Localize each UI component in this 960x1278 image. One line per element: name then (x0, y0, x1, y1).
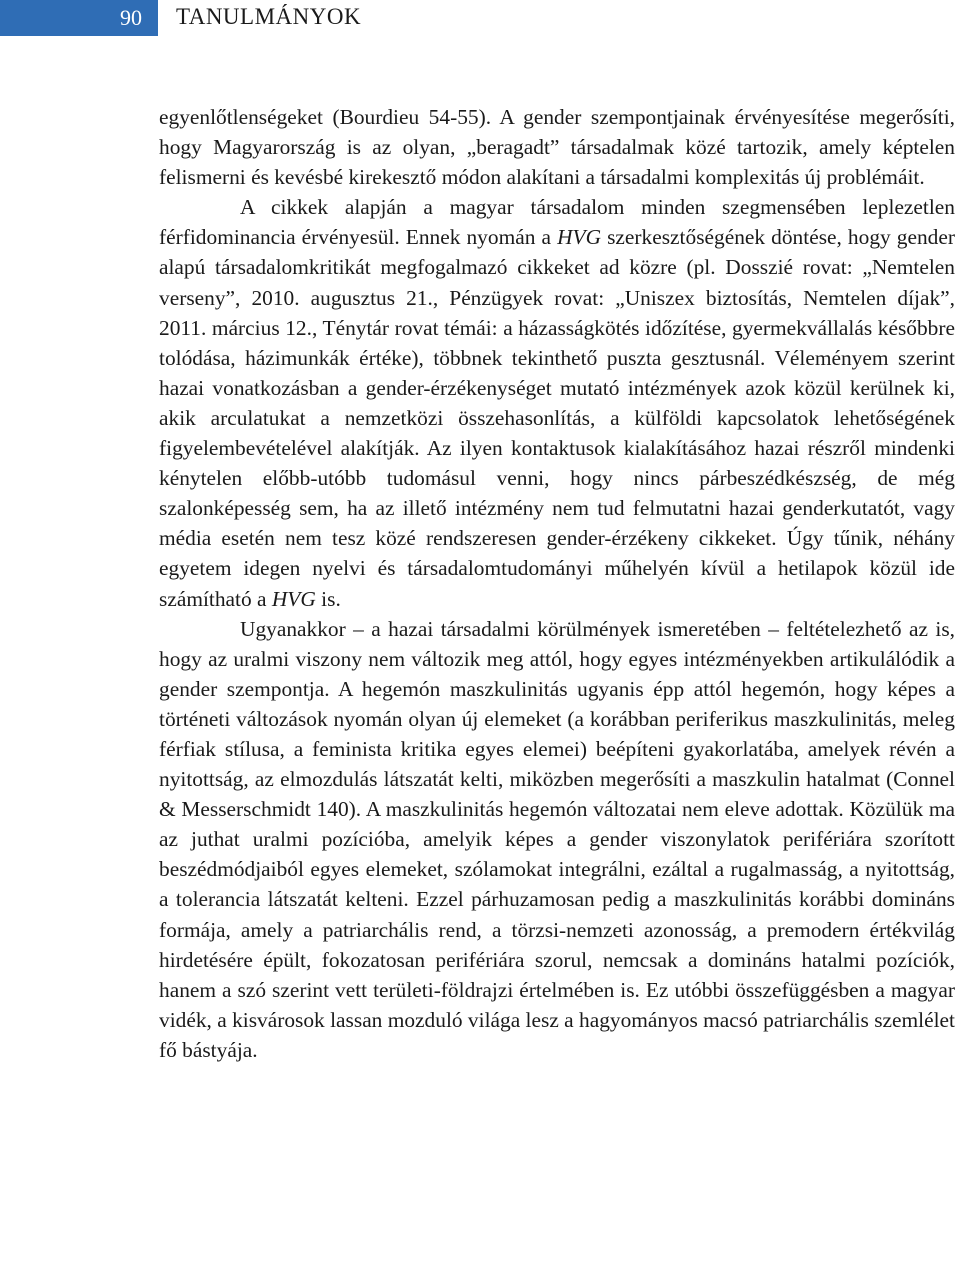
section-title: TANULMÁNYOK (176, 4, 362, 29)
paragraph-1: egyenlőtlenségeket (Bourdieu 54-55). A gender szempontjainak érvényesítése megerősíti, hogy Magyarország is az olyan, „beragadt” társadalmak közé tartozik, amely képtelen felismerni és kevésbé kirekesztő módon alakítani a társadalmi komplexitás új problémáit. (159, 105, 955, 190)
page-number: 90 (0, 0, 158, 36)
article-body (159, 102, 955, 1065)
paragraph-2 (159, 192, 955, 613)
hvg-title: HVG (557, 225, 602, 250)
paragraph-2-part-a: A cikkek alapján a magyar társadalom minden szegmensében leplezetlen férfidominancia érvényesül. Ennek nyomán a (159, 195, 955, 250)
page-header (0, 0, 960, 40)
hvg-title: HVG (271, 586, 316, 611)
paragraph-3: Ugyanakkor – a hazai társadalmi körülmények ismeretében – feltételezhető az is, hogy az uralmi viszony nem változik meg attól, hogy egyes intézményekben artikulálódik a gender szempontja. A hegemón maszkulinitás ugyanis épp attól hegemón, hogy képes a történeti változások nyomán olyan új elemeket (a korábban periferikus maszkulinitás, meleg férfiak stílusa, a feminista kritika egyes elemei) beépíteni gyakorlatába, amelyek révén a nyitottság, az elmozdulás látszatát kelti, miközben megerősíti a maszkulin hatalmat (Connel & Messerschmidt 140). A maszkulinitás hegemón változatai nem eleve adottak. Közülük ma az juthat uralmi pozícióba, amelyik képes a gender viszonylatok perifériára szorított beszédmódjaiból egyes elemeket, szólamokat integrálni, ezáltal a rugalmasság, a nyitottság, a tolerancia látszatát kelteni. Ezzel párhuzamosan pedig a maszkulinitás korábbi domináns formája, amely a patriarchális rend, a törzsi-nemzeti azonosság, a premodern értékvilág hirdetésére épült, fokozatosan perifériára szorul, nemcsak a domináns hatalmi pozíciók, hanem a szó szerint vett területi-földrajzi értelmében is. Ez utóbbi összefüggésben a magyar vidék, a kisvárosok lassan mozduló világa lesz a hagyományos macsó patriarchális szemlélet fő bástyája. (159, 616, 955, 1062)
paragraph-2-part-c: is. (315, 586, 341, 611)
paragraph-2-part-b: szerkesztőségének döntése, hogy gender alapú társadalomkritikát megfogalmazó cikkeket ad közre (pl. Dosszié rovat: „Nemtelen verseny”, 2010. augusztus 21., Pénzügyek rovat: „Uniszex biztosítás, Nemtelen díjak”, 2011. március 12., Ténytár rovat témái: a házasságkötés időzítése, gyermekvállalás későbbre tolódása, házimunkák értéke), többnek tekinthető puszta gesztusnál. Véleményem szerint hazai vonatkozásban a gender-érzékenységet mutató intézmények azok közül kerülnek ki, akik arculatukat a nemzetközi összehasonlítás, a külföldi kapcsolatok lehetőségének figyelembevételével alakítják. Az ilyen kontaktusok kialakításához hazai részről mindenki kénytelen előbb-utóbb tudomásul venni, hogy nincs párbeszédkészség, de még szalonképesség sem, ha az illető intézmény nem tud felmutatni hazai genderkutatót, vagy média esetén nem tesz közé rendszeresen gender-érzékeny cikkeket. Úgy tűnik, néhány egyetem idegen nyelvi és társadalomtudományi műhelyén kívül a hetilapok közül ide számítható a (159, 225, 955, 611)
